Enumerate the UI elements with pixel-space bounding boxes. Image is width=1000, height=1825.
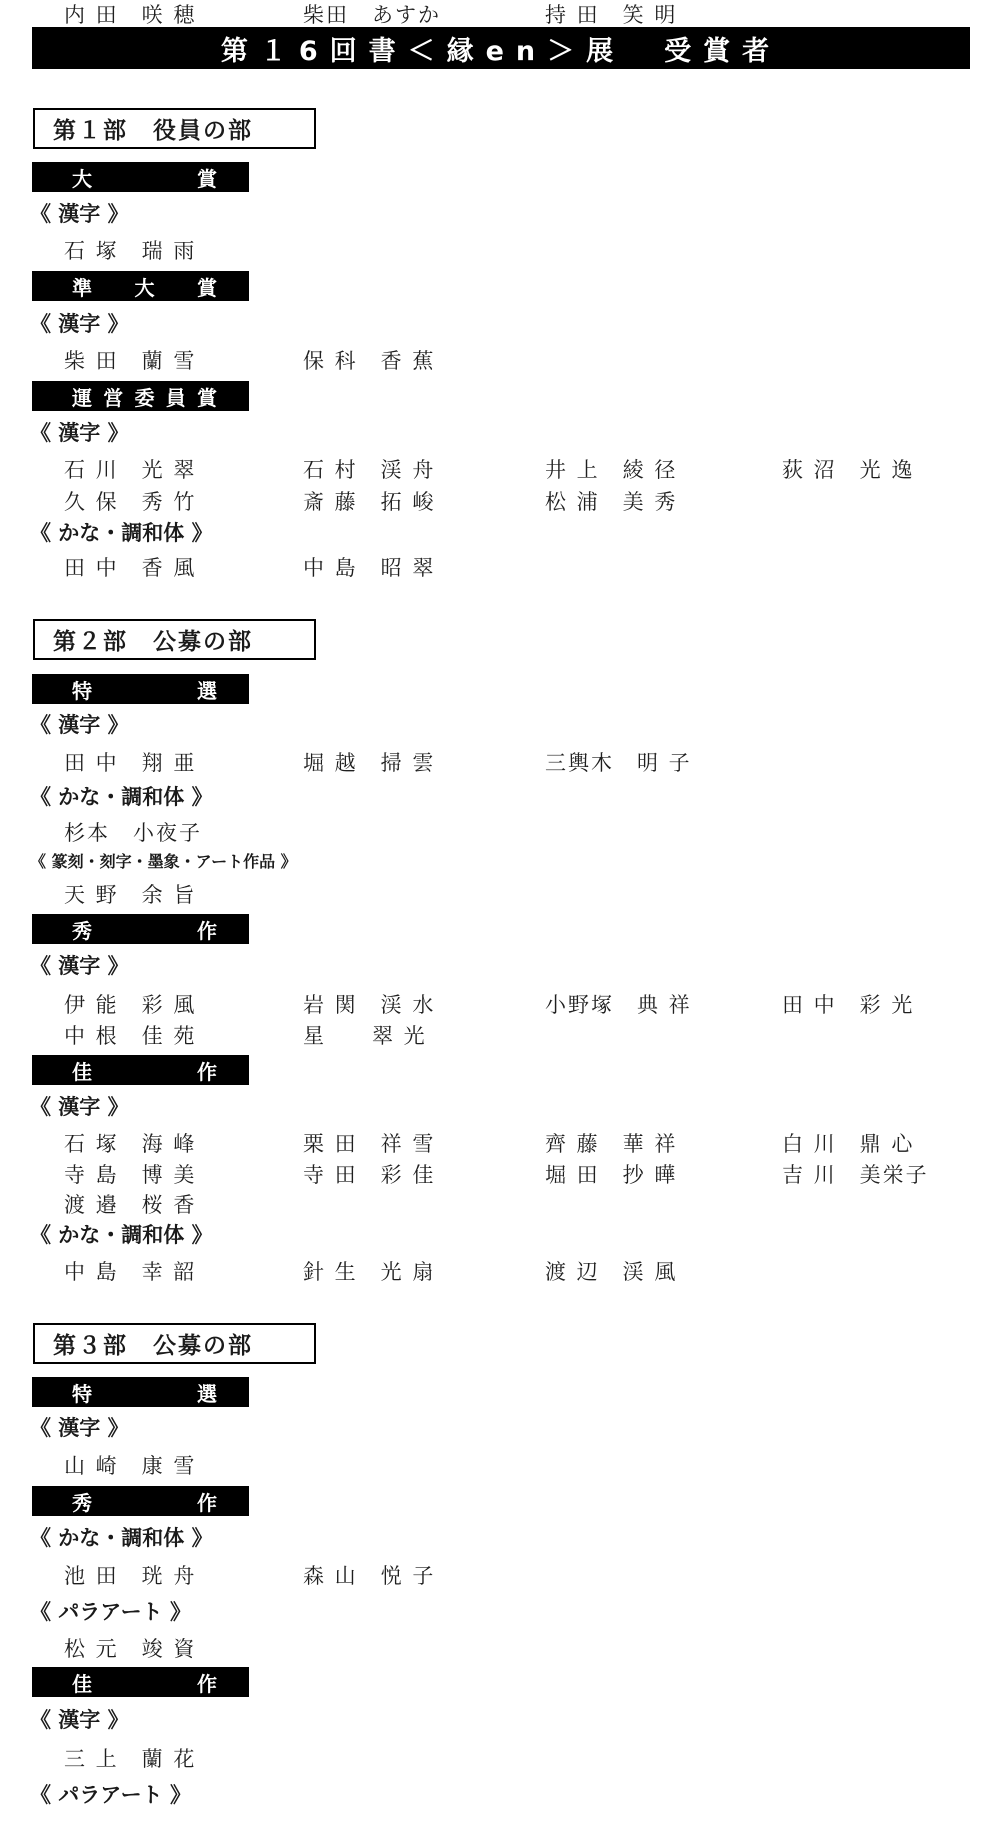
awardee-name: 松 浦 美 秀 [545, 490, 678, 514]
awardee-row [0, 1021, 1000, 1051]
category-label: 《 かな・調和体 》 [30, 1223, 213, 1247]
awardee-row [0, 346, 1000, 376]
awardee-name: 森 山 悦 子 [303, 1564, 436, 1588]
category-label: 《 かな・調和体 》 [30, 1526, 213, 1550]
awardee-row [0, 1190, 1000, 1220]
category-label: 《 パラアート 》 [30, 1783, 191, 1807]
awardee-row [0, 818, 1000, 848]
category-label: 《 かな・調和体 》 [30, 521, 213, 545]
awardee-name: 持 田 笑 明 [545, 3, 678, 27]
awardee-name: 堀 田 抄 曄 [545, 1163, 678, 1187]
awardee-name: 堀 越 掃 雲 [303, 751, 436, 775]
awardee-name: 石 村 渓 舟 [303, 458, 436, 482]
awardee-name: 三 上 蘭 花 [64, 1747, 197, 1771]
awardee-name: 松 元 竣 資 [64, 1637, 197, 1661]
awardee-name: 天 野 余 旨 [64, 883, 197, 907]
award-heading: 佳 作 [32, 1667, 249, 1697]
awardee-name: 岩 関 渓 水 [303, 993, 436, 1017]
awardee-row [0, 1561, 1000, 1591]
awardee-row [0, 1451, 1000, 1481]
awardee-name: 小野塚 典 祥 [545, 993, 692, 1017]
award-heading: 秀 作 [32, 914, 249, 944]
category-label: 《 漢字 》 [30, 713, 129, 737]
awardee-row [0, 1744, 1000, 1774]
awardee-name: 田 中 翔 亜 [64, 751, 197, 775]
category-label: 《 かな・調和体 》 [30, 785, 213, 809]
awardee-row [0, 1257, 1000, 1287]
page-title: 第１6回書＜縁en＞展 受賞者 [32, 27, 970, 69]
awardee-name: 中 根 佳 苑 [64, 1024, 197, 1048]
awardee-row [0, 1160, 1000, 1190]
awardee-name: 白 川 鼎 心 [782, 1132, 915, 1156]
awardee-row [0, 1634, 1000, 1664]
awardee-row [0, 236, 1000, 266]
awardee-name: 荻 沼 光 逸 [782, 458, 915, 482]
awardee-name: 保 科 香 蕉 [303, 349, 436, 373]
category-label: 《 漢字 》 [30, 1708, 129, 1732]
award-heading: 運 営 委 員 賞 [32, 381, 249, 411]
awardee-name: 栗 田 祥 雪 [303, 1132, 436, 1156]
category-label: 《 漢字 》 [30, 202, 129, 226]
award-heading: 特 選 [32, 1377, 249, 1407]
awardee-name: 柴田 あすか [303, 3, 441, 27]
award-heading: 佳 作 [32, 1055, 249, 1085]
category-label: 《 篆刻・刻字・墨象・アート作品 》 [30, 852, 297, 871]
awardee-name: 寺 島 博 美 [64, 1163, 197, 1187]
category-label: 《 漢字 》 [30, 1095, 129, 1119]
awardee-row [0, 0, 1000, 30]
category-label: 《 漢字 》 [30, 421, 129, 445]
awardee-name: 吉 川 美栄子 [782, 1163, 929, 1187]
awardee-name: 田 中 彩 光 [782, 993, 915, 1017]
awardee-name: 中 島 昭 翠 [303, 556, 436, 580]
awardee-name: 齊 藤 華 祥 [545, 1132, 678, 1156]
awardee-name: 石 塚 瑞 雨 [64, 239, 197, 263]
awardee-name: 寺 田 彩 佳 [303, 1163, 436, 1187]
award-heading: 大 賞 [32, 162, 249, 192]
awardee-name: 三輿木 明 子 [545, 751, 692, 775]
awardee-name: 柴 田 蘭 雪 [64, 349, 197, 373]
awardee-name: 星 翠 光 [303, 1024, 427, 1048]
awardee-name: 渡 邉 桜 香 [64, 1193, 197, 1217]
awardee-name: 池 田 珖 舟 [64, 1564, 197, 1588]
awardee-name: 杉本 小夜子 [64, 821, 202, 845]
awardee-name: 内 田 咲 穂 [64, 3, 197, 27]
awardee-name: 石 川 光 翠 [64, 458, 197, 482]
awardee-name: 石 塚 海 峰 [64, 1132, 197, 1156]
awardee-row [0, 748, 1000, 778]
award-heading: 特 選 [32, 674, 249, 704]
awardee-name: 井 上 綾 径 [545, 458, 678, 482]
awardee-row [0, 487, 1000, 517]
awardee-name: 久 保 秀 竹 [64, 490, 197, 514]
awardee-name: 斎 藤 拓 峻 [303, 490, 436, 514]
awardee-name: 伊 能 彩 風 [64, 993, 197, 1017]
part-heading: 第１部 役員の部 [33, 108, 316, 149]
awardee-row [0, 455, 1000, 485]
awardee-name: 針 生 光 扇 [303, 1260, 436, 1284]
category-label: 《 漢字 》 [30, 1416, 129, 1440]
category-label: 《 漢字 》 [30, 312, 129, 336]
category-label: 《 漢字 》 [30, 954, 129, 978]
awardee-name: 山 崎 康 雪 [64, 1454, 197, 1478]
awardee-name: 田 中 香 風 [64, 556, 197, 580]
awardee-row [0, 553, 1000, 583]
awardee-name: 渡 辺 渓 風 [545, 1260, 678, 1284]
part-heading: 第２部 公募の部 [33, 619, 316, 660]
awardee-row [0, 1129, 1000, 1159]
category-label: 《 パラアート 》 [30, 1600, 191, 1624]
award-heading: 準 大 賞 [32, 271, 249, 301]
award-heading: 秀 作 [32, 1486, 249, 1516]
awardee-row [0, 880, 1000, 910]
awardee-name: 中 島 幸 韶 [64, 1260, 197, 1284]
part-heading: 第３部 公募の部 [33, 1323, 316, 1364]
awardee-row [0, 990, 1000, 1020]
